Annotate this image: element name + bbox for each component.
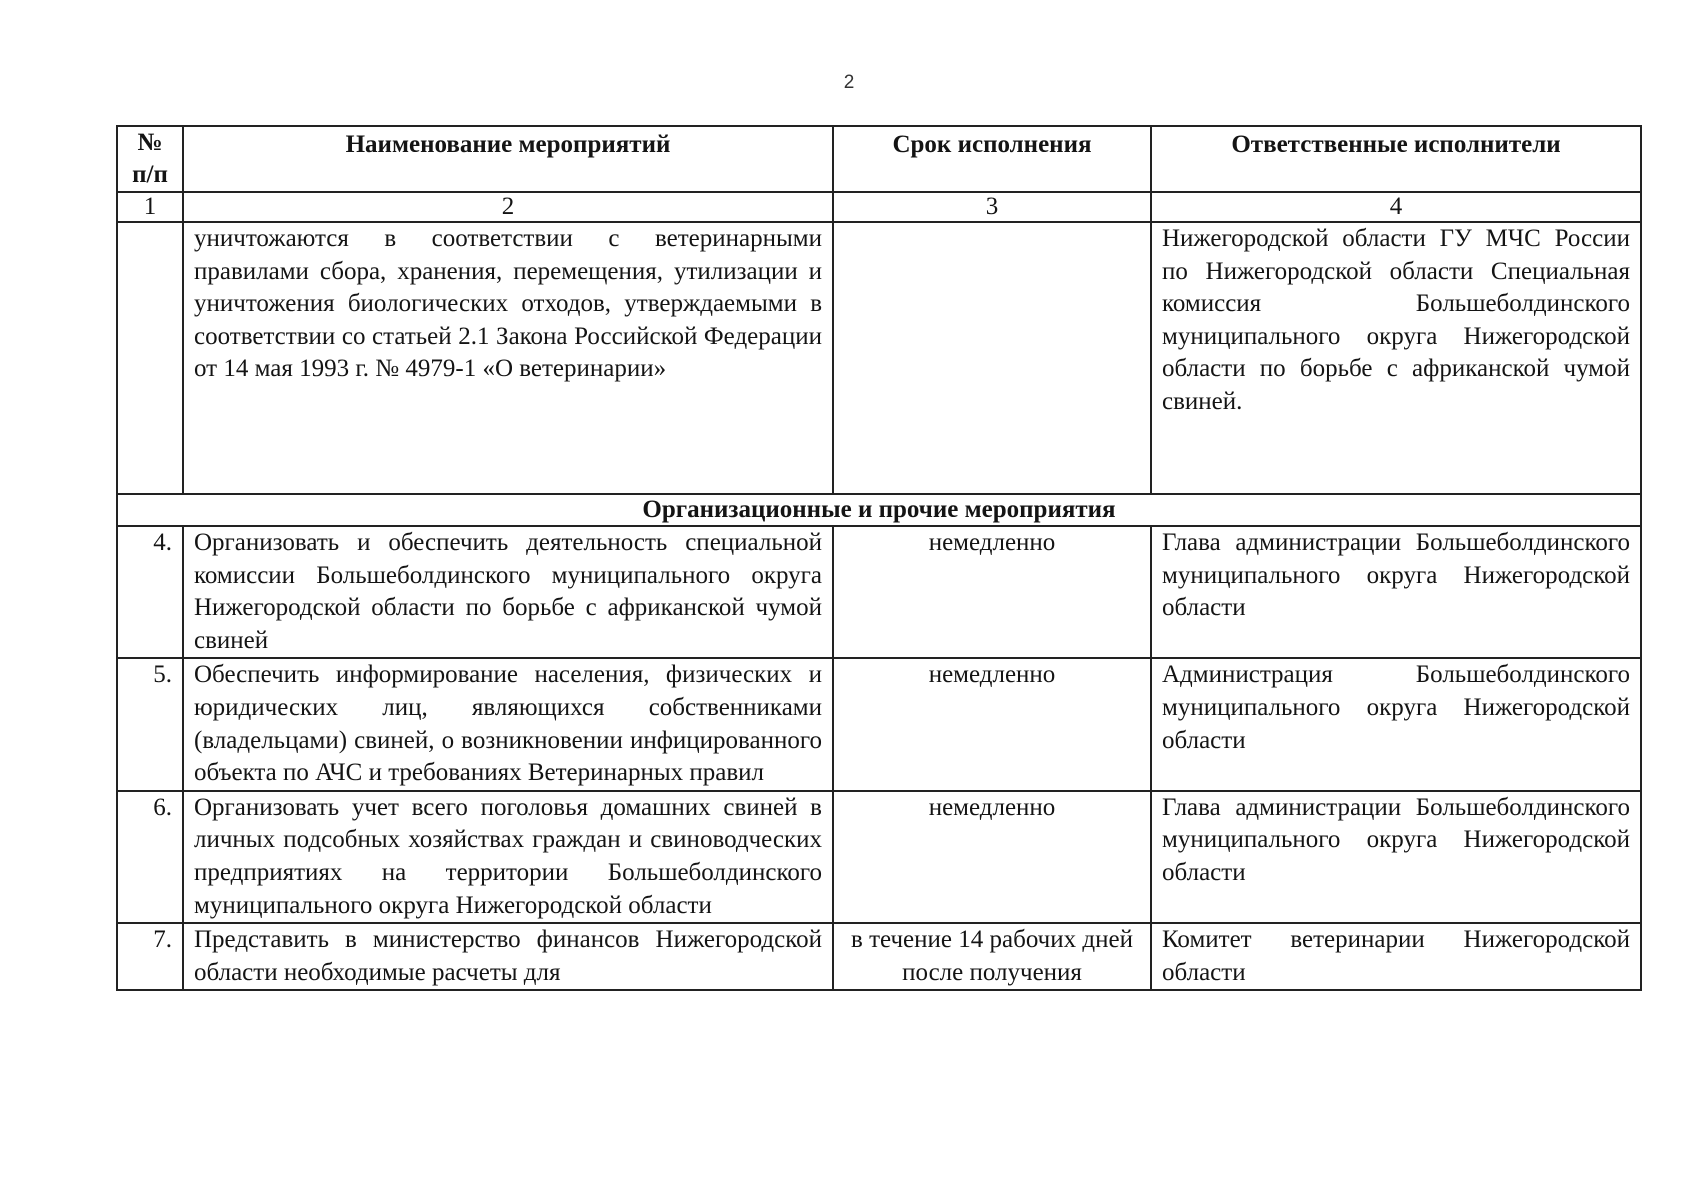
- row-responsible: Комитет ветеринарии Нижегородской области: [1151, 923, 1641, 990]
- table-row: [117, 923, 1641, 990]
- column-index: 2: [183, 192, 833, 222]
- row-number: 6.: [117, 791, 183, 923]
- row-number: 7.: [117, 923, 183, 990]
- row-name: Организовать учет всего поголовья домашних свиней в личных подсобных хозяйствах граждан и свиноводческих предприятиях на территории Большеболдинского муниципального округа Нижегородской области: [183, 791, 833, 923]
- table-row: [117, 658, 1641, 790]
- row-number: [117, 222, 183, 494]
- row-deadline: в течение 14 рабочих дней после получения: [833, 923, 1151, 990]
- column-index-row: [117, 192, 1641, 222]
- row-responsible: Администрация Большеболдинского муниципального округа Нижегородской области: [1151, 658, 1641, 790]
- table-row: [117, 222, 1641, 494]
- row-deadline: немедленно: [833, 526, 1151, 658]
- row-number: 4.: [117, 526, 183, 658]
- header-number: № п/п: [117, 126, 183, 192]
- header-responsible: Ответственные исполнители: [1151, 126, 1641, 192]
- row-deadline: [833, 222, 1151, 494]
- row-number: 5.: [117, 658, 183, 790]
- table-row: [117, 791, 1641, 923]
- measures-table: [116, 125, 1642, 991]
- row-deadline: немедленно: [833, 791, 1151, 923]
- table-row: [117, 526, 1641, 658]
- header-deadline: Срок исполнения: [833, 126, 1151, 192]
- section-title: Организационные и прочие мероприятия: [117, 494, 1641, 526]
- row-name: Представить в министерство финансов Нижегородской области необходимые расчеты для: [183, 923, 833, 990]
- row-name: Организовать и обеспечить деятельность специальной комиссии Большеболдинского муниципального округа Нижегородской области по борьбе с африканской чумой свиней: [183, 526, 833, 658]
- page-number: 2: [843, 72, 855, 93]
- column-index: 1: [117, 192, 183, 222]
- column-index: 3: [833, 192, 1151, 222]
- row-responsible: Глава администрации Большеболдинского муниципального округа Нижегородской области: [1151, 526, 1641, 658]
- section-row: [117, 494, 1641, 526]
- table-header-row: [117, 126, 1641, 192]
- column-index: 4: [1151, 192, 1641, 222]
- row-name: уничтожаются в соответствии с ветеринарными правилами сбора, хранения, перемещения, утилизации и уничтожения биологических отходов, утверждаемыми в соответствии со статьей 2.1 Закона Российской Федерации от 14 мая 1993 г. № 4979-1 «О ветеринарии»: [183, 222, 833, 494]
- row-deadline: немедленно: [833, 658, 1151, 790]
- row-responsible: Нижегородской области ГУ МЧС России по Нижегородской области Специальная комиссия Большеболдинского муниципального округа Нижегородской области по борьбе с африканской чумой свиней.: [1151, 222, 1641, 494]
- row-name: Обеспечить информирование населения, физических и юридических лиц, являющихся собственниками (владельцами) свиней, о возникновении инфицированного объекта по АЧС и требованиях Ветеринарных правил: [183, 658, 833, 790]
- row-responsible: Глава администрации Большеболдинского муниципального округа Нижегородской области: [1151, 791, 1641, 923]
- header-name: Наименование мероприятий: [183, 126, 833, 192]
